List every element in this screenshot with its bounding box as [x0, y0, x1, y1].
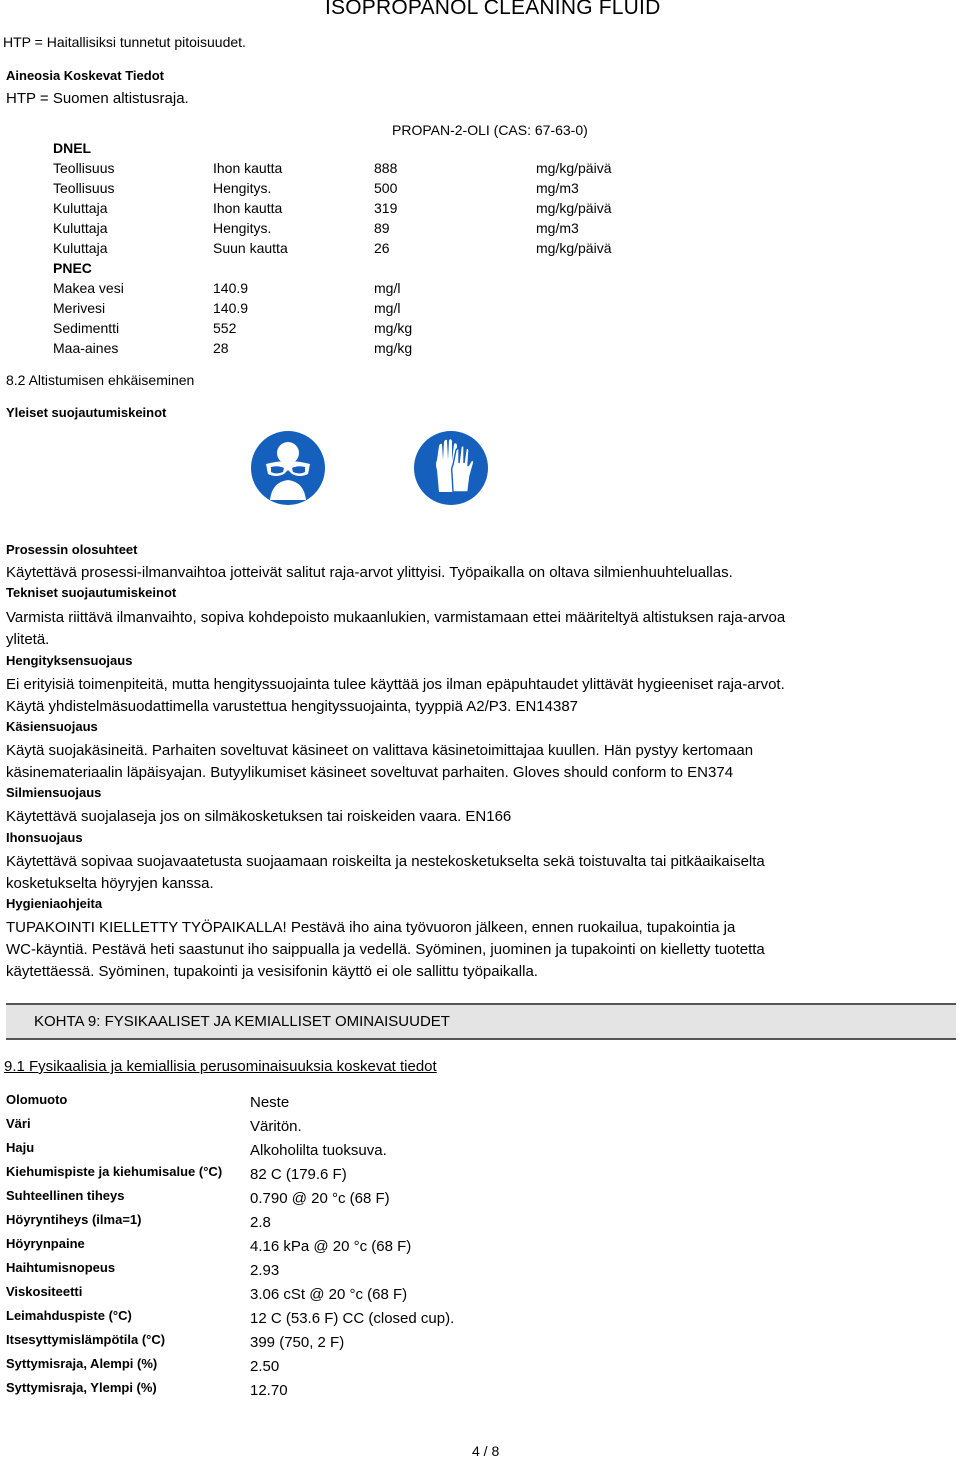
eye-protection-heading: Silmiensuojaus	[6, 785, 102, 800]
page-number: 4 / 8	[472, 1443, 500, 1459]
eye-protection-icon	[250, 430, 326, 506]
process-heading: Prosessin olosuhteet	[6, 542, 138, 557]
dnel-population: Kuluttaja	[53, 200, 108, 216]
skin-text-line-2: kosketukselta höyryjen kanssa.	[6, 875, 214, 892]
pnec-unit: mg/kg	[374, 340, 413, 356]
property-label: Viskositeetti	[6, 1284, 83, 1299]
dnel-value: 319	[374, 200, 398, 216]
substance-title: PROPAN-2-OLI (CAS: 67-63-0)	[392, 122, 588, 138]
hygiene-text-line-2: WC-käyntiä. Pestävä heti saastunut iho saippualla ja vedellä. Syöminen, juominen ja tupakointi on kielletty tuotetta	[6, 941, 765, 958]
pnec-unit: mg/l	[374, 300, 401, 316]
property-label: Höyryntiheys (ilma=1)	[6, 1212, 142, 1227]
pnec-value: 140.9	[213, 280, 249, 296]
dnel-population: Teollisuus	[53, 180, 115, 196]
dnel-unit: mg/kg/päivä	[536, 240, 612, 256]
htp-definition: HTP = Suomen altistusraja.	[6, 90, 189, 107]
pnec-row	[53, 280, 653, 300]
technical-heading: Tekniset suojautumiskeinot	[6, 585, 177, 600]
property-label: Syttymisraja, Ylempi (%)	[6, 1380, 157, 1395]
property-value: 0.790 @ 20 °c (68 F)	[250, 1190, 390, 1207]
process-text: Käytettävä prosessi-ilmanvaihtoa jotteivät salitut raja-arvot ylittyisi. Työpaikalla on oltava silmienhuuhteluallas.	[6, 564, 733, 581]
property-label: Syttymisraja, Alempi (%)	[6, 1356, 158, 1371]
hygiene-text-line-3: käytettäessä. Syöminen, tupakointi ja vesisifonin käyttö ei ole sallittu työpaikalla.	[6, 963, 538, 980]
dnel-route: Ihon kautta	[213, 200, 283, 216]
dnel-population: Kuluttaja	[53, 220, 108, 236]
hygiene-heading: Hygieniaohjeita	[6, 896, 103, 911]
dnel-pnec-table	[53, 140, 653, 360]
dnel-route: Suun kautta	[213, 240, 288, 256]
dnel-route: Ihon kautta	[213, 160, 283, 176]
dnel-label-row	[53, 140, 653, 160]
dnel-row	[53, 180, 653, 200]
property-label: Höyrynpaine	[6, 1236, 85, 1251]
property-label: Haju	[6, 1140, 35, 1155]
dnel-population: Teollisuus	[53, 160, 115, 176]
dnel-unit: mg/kg/päivä	[536, 160, 612, 176]
dnel-route: Hengitys.	[213, 180, 272, 196]
pnec-compartment: Merivesi	[53, 300, 106, 316]
dnel-unit: mg/m3	[536, 180, 579, 196]
section-9-heading: KOHTA 9: FYSIKAALISET JA KEMIALLISET OMINAISUUDET	[34, 1013, 450, 1030]
property-value: 82 C (179.6 F)	[250, 1166, 347, 1183]
property-value: 4.16 kPa @ 20 °c (68 F)	[250, 1238, 412, 1255]
hand-protection-heading: Käsiensuojaus	[6, 719, 98, 734]
exposure-heading: 8.2 Altistumisen ehkäiseminen	[6, 372, 195, 388]
dnel-row	[53, 160, 653, 180]
property-value: 12 C (53.6 F) CC (closed cup).	[250, 1310, 455, 1327]
pnec-label-row	[53, 260, 653, 280]
respiratory-text-line-2: Käytä yhdistelmäsuodattimella varustettua hengityssuojainta, tyyppiä A2/P3. EN14387	[6, 698, 579, 715]
hand-text-line-2: käsinemateriaalin läpäisyajan. Butyylikumiset käsineet soveltuvat parhaiten. Gloves should conform to EN374	[6, 764, 734, 781]
property-value: Väritön.	[250, 1118, 302, 1135]
pnec-compartment: Maa-aines	[53, 340, 119, 356]
general-protection-heading: Yleiset suojautumiskeinot	[6, 405, 167, 420]
dnel-row	[53, 220, 653, 240]
section-9-1-heading: 9.1 Fysikaalisia ja kemiallisia perusominaisuuksia koskevat tiedot	[4, 1058, 437, 1075]
property-label: Leimahduspiste (°C)	[6, 1308, 132, 1323]
htp-note: HTP = Haitallisiksi tunnetut pitoisuudet.	[3, 34, 246, 50]
dnel-value: 888	[374, 160, 398, 176]
pnec-value: 140.9	[213, 300, 249, 316]
property-value: Neste	[250, 1094, 290, 1111]
dnel-value: 26	[374, 240, 390, 256]
property-value: 399 (750, 2 F)	[250, 1334, 345, 1351]
section-9-banner	[6, 1003, 956, 1040]
technical-text-line-2: ylitetä.	[6, 631, 50, 648]
property-label: Suhteellinen tiheys	[6, 1188, 125, 1203]
dnel-label: DNEL	[53, 140, 92, 156]
pnec-compartment: Sedimentti	[53, 320, 120, 336]
dnel-value: 89	[374, 220, 390, 236]
pnec-row	[53, 340, 653, 360]
property-value: 2.8	[250, 1214, 271, 1231]
dnel-route: Hengitys.	[213, 220, 272, 236]
pnec-label: PNEC	[53, 260, 92, 276]
property-value: 2.93	[250, 1262, 280, 1279]
respiratory-text-line-1: Ei erityisiä toimenpiteitä, mutta hengityssuojainta tulee käyttää jos ilman epäpuhtaudet ylittävät hygieeniset raja-arvot.	[6, 676, 785, 693]
property-label: Haihtumisnopeus	[6, 1260, 116, 1275]
property-value: Alkoholilta tuoksuva.	[250, 1142, 387, 1159]
hand-text-line-1: Käytä suojakäsineitä. Parhaiten soveltuvat käsineet on valittava käsinetoimittajaa kuullen. Hän pystyy kertomaan	[6, 742, 754, 759]
property-label: Väri	[6, 1116, 31, 1131]
respiratory-heading: Hengityksensuojaus	[6, 653, 133, 668]
property-value: 2.50	[250, 1358, 280, 1375]
glove-protection-icon	[413, 430, 489, 506]
dnel-value: 500	[374, 180, 398, 196]
eye-text: Käytettävä suojalaseja jos on silmäkosketuksen tai roiskeiden vaara. EN166	[6, 808, 512, 825]
property-value: 3.06 cSt @ 20 °c (68 F)	[250, 1286, 408, 1303]
pnec-row	[53, 300, 653, 320]
dnel-row	[53, 200, 653, 220]
technical-text-line-1: Varmista riittävä ilmanvaihto, sopiva kohdepoisto mukaanlukien, varmistamaan ettei määriteltyä altistuksen raja-arvoa	[6, 609, 786, 626]
property-label: Olomuoto	[6, 1092, 68, 1107]
document-title: ISOPROPANOL CLEANING FLUID	[325, 0, 661, 19]
components-heading: Aineosia Koskevat Tiedot	[6, 68, 164, 83]
hygiene-text-line-1: TUPAKOINTI KIELLETTY TYÖPAIKALLA! Pestävä iho aina työvuoron jälkeen, ennen ruokailua, tupakointia ja	[6, 919, 736, 936]
skin-text-line-1: Käytettävä sopivaa suojavaatetusta suojaamaan roiskeilta ja nestekosketukselta sekä toistuvalta tai pitkäaikaiselta	[6, 853, 765, 870]
pnec-compartment: Makea vesi	[53, 280, 124, 296]
pnec-row	[53, 320, 653, 340]
dnel-population: Kuluttaja	[53, 240, 108, 256]
dnel-unit: mg/kg/päivä	[536, 200, 612, 216]
dnel-row	[53, 240, 653, 260]
dnel-unit: mg/m3	[536, 220, 579, 236]
skin-protection-heading: Ihonsuojaus	[6, 830, 83, 845]
pnec-value: 28	[213, 340, 229, 356]
pnec-value: 552	[213, 320, 237, 336]
property-value: 12.70	[250, 1382, 288, 1399]
pnec-unit: mg/l	[374, 280, 401, 296]
property-label: Kiehumispiste ja kiehumisalue (°C)	[6, 1164, 223, 1179]
pnec-unit: mg/kg	[374, 320, 413, 336]
property-label: Itsesyttymislämpötila (°C)	[6, 1332, 166, 1347]
